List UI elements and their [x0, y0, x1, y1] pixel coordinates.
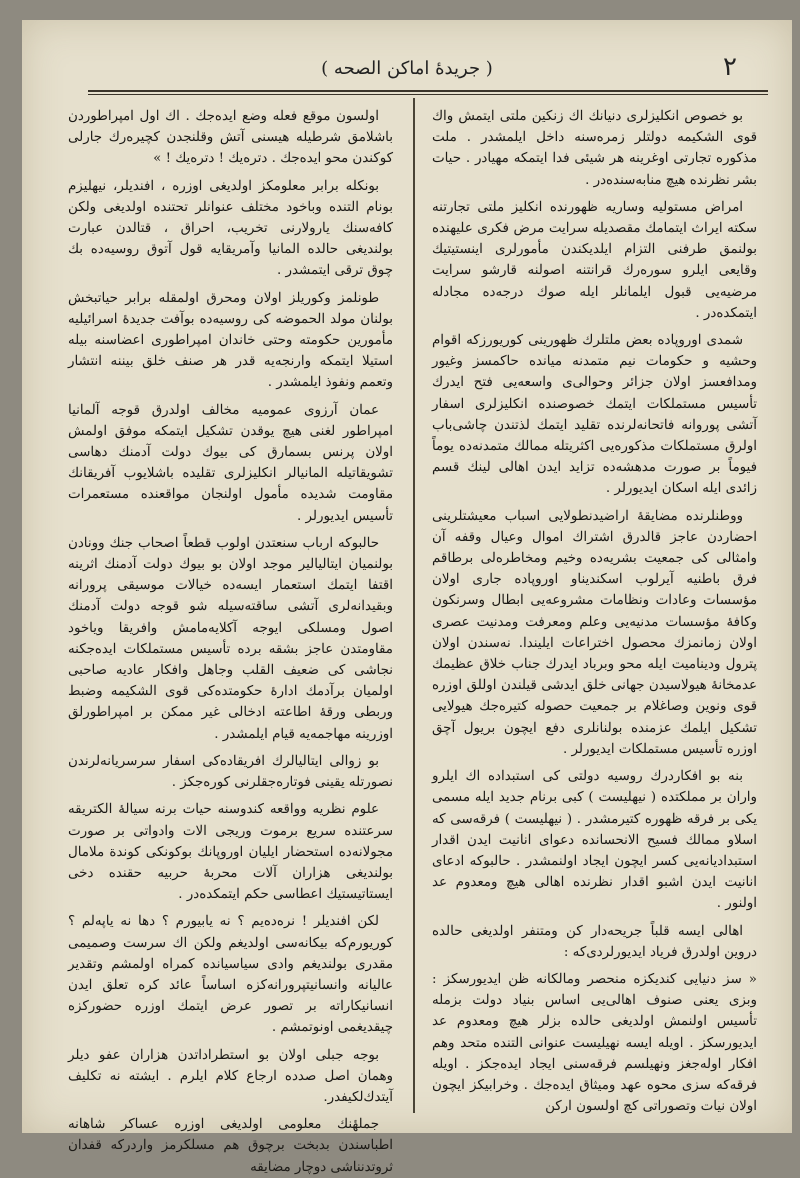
paragraph: بو زوالی ايتاليالرك افريقاده‌كی اسفار سرسريانه‌لرندن نصورتله يقينی فوتاره‌جقلرنی كوره‌جكز . — [68, 753, 393, 791]
paragraph: بنه بو افكاردرك روسيه دولتی كی استبداده اك ايلرو واران بر مملكتده ( نيهليست ) كبی برنام جديد ايله مسمی يكی بر فرقه ظهوره كتيرمشدر . ( نيهليست ) فرقه‌سی كه اسلاو ممالك فسيح الانحسانده دعوای انانيت ايدن اقدار استبداديانه‌يی كسر ايچون ايجاد اولنمشدر . حالبوكه ادعای انانيت ايدن اشبو اقدار نظرنده اهالی هيچ ومعدوم عد اولنور . — [432, 769, 757, 912]
paragraph: امراض مستوليه وساريه ظهورنده انكليز ملتی تجارتنه سكته ايراث ايتمامك مقصديله سرايت مرض فكری عليهنده بولنمق طرفنی التزام ايلديكندن مأمورلری اينستيتيك وقايعی ايلرو سوره‌رك قرانتنه اصولنه قارشو سرايت مرضيه‌يی قبول ايلمانلر ايله صوك درجه‌ده مجادله ايتمكده‌در . — [432, 199, 757, 321]
paragraph: بوجه جبلی اولان بو استطراداتدن هزاران عفو ديلر وهمان اصل صدده ارجاع كلام ايلرم . ايشته نه تكليف آيتدك‌لكيفدر. — [68, 1047, 393, 1105]
left-column — [68, 106, 393, 1175]
paragraph: اهالی ايسه قلباً جريحه‌دار كن ومتنفر اولديغی حالده دروين اولدرق فرياد ايديورلردی‌كه : — [432, 923, 757, 960]
quoted-paragraph: « سز دنيايی كنديكزه منحصر ومالكانه ظن ايديورسكز : وبزی يعنی صنوف اهالی‌يی اساس بنياد دولت بزمله تأسيس اولنمش اولديغی حالده بزلر هيچ ومعدوم عد ايديورسكز . اويله ايسه نهيليست عنوانی التنده متحد وهم افكار اوله‌جغز ونهيلسم فرقه‌سنی ايجاد ايده‌جكز . اويله فرقه‌كه سزی محوه عهد وميثاق ايده‌جك . وخرابيكز ايچون اولان نيات وتصوراتی كچ اولسون اركن — [432, 971, 757, 1115]
paragraph: ووطنلرنده مضايقهٔ اراضيدنطولايی اسباب معيشتلرینی احضاردن عاجز قالدرق اشتراك اموال وعيال وقفه آن وامثالی كی جمعيت بشريه‌ده وخيم ومخاطره‌لی برطاقم فرق باطنيه آيرلوب اسكنديناو اوروپاده جاری اولان مؤسسات وعادات ونظامات مشروعه‌يی ابطال وسرنكون وكافهٔ مؤسسات مدنيه‌يی وعلم ومعرفت ومدنيت عصری اولان زمانمزك محصول اختراعات ايليندا. نه‌سندن اولان پترول وديناميت ايله محو وبرباد ايدرك جناب خلاق عظيمك عدمخانهٔ هيولاسيدن جهانی خلق ايدشی قيلندن اوللق اوزره قوی ونوين وصاغلام بر جمعيت حصوله كتيره‌جك هيولايی تشكيل ايلمك عزمنده بولنانلری دفع ايچون بريول آچق اوزره تأسيس مستملكات ايديورلر . — [432, 508, 757, 757]
header-rule — [88, 90, 768, 92]
paragraph: علوم نظريه وواقعه كندوسنه حيات برنه سيالهٔ الكتريقه سرعتنده سريع برموت وريجی الات وادواتی بر صورت مجولانه‌ده استحضار ايليان اوروپانك بوكونكی كوندة ملامال بولنديغی هزاران آلات محربهٔ حربيه حقنده دخی ايستاتيستيك اعطاسی حكم ايتمكده‌در . — [68, 802, 393, 903]
paragraph: شمدی اوروپاده بعض ملتلرك ظهورينی كوريورزكه اقوام وحشيه و حكومات نيم متمدنه ميانده حاكمسز وغيور ومدافعسز اولان جزائر وحوالی‌ی واسعه‌يی فتح ايدرك تأسيس مستملكات ايتمك خصوصنده انكليزلری اسفار آتشی پوروانه فاتحانه‌لرنده تقليد ايتمك لذتندن چاشی‌باب اولرق مستملكات مذكوره‌يی اكثريتله ممالك متمدنه‌ده يوماً فيوماً بر صورت مدهشه‌ده تزايد ايدن اهالی لينك قسم زائدی ايله اسكان ايديورلر . — [432, 333, 757, 497]
column-divider — [413, 98, 415, 1113]
page-number: ٢ — [723, 52, 737, 82]
newspaper-page — [22, 20, 792, 1175]
paragraph: عمان آرزوی عموميه مخالف اولدرق قوجه آلمانيا امپراطور لغنی هيچ يوقدن تشكيل ايتمكه موفق اولمش اولان پرنس بسمارق كی بيوك دولت آدمنك دهاسی تشويقاتيله المانيالر انكليزلری تقليده باشلايوب آفريقانك مقاومت شديده مأمول اولنجان مواقعنده مستعمرات تأسيس ايديورلر . — [68, 402, 393, 524]
header-rule-thin — [88, 94, 768, 95]
paragraph: جملهٔنك معلومی اولديغی اوزره عساكر شاهانه اطباسندن بدبخت برچوق هم مسلكرمز واردرکه قفدان ثروتدنناشی دوچار مضايقه — [68, 1117, 393, 1175]
right-column — [432, 106, 757, 1116]
paragraph: حالبوكه ارباب سنعتدن اولوب قطعاً اصحاب جنك وونادن بولنميان ايتاليالير موجد اولان بو بيوك دولت آدمنك اثرينه اقتفا ايتمك استعمار ايسه‌ده خيالات موسيقی پرورانه وبقيدانه‌لری آتشی ساقته‌سيله شو قوجه دولت آدمنك اصول ومسلكی ايوجه آكلايه‌مامش وافريقا وياخود مقاومتدن عاجز بشقه برده تأسيس مستملكات ايده‌جكنه نجاشی كی ضعيف القلب وجاهل وافكار عاديه صاحبی اولميان برآدمك اداره‌ٔ حكومتده‌كی قوی الشكيمه وضبط وربطی ورقهٔ اطاعته ادخالی غير ممكن بر امپراطورلق اوزرينه مهاجمه‌يه قيام ايلمشدر . — [68, 535, 393, 742]
paragraph: اولسون موقع فعله وضع ايده‌جك . اك اول امپراطوردن باشلامق شرطيله هيسنی آتش وقلنجدن كچيره‌رك جارلی كوكندن محو ايده‌جك . دتره‌يك ! دتره‌يك ! » — [68, 109, 393, 167]
paragraph: بو خصوص انكليزلری دنيانك اك زنكين ملتی ايتمش واك قوی الشكيمه دولتلر زمره‌سنه داخل ايلمشدر . ملت مذكوره تجارتی اوغرينه هر شيئی فدا ايتمكه مهيادر . حيات بشر نظرنده هيچ منابه‌سنده‌در . — [432, 109, 757, 188]
paragraph: بونكله برابر معلومكز اولديغی اوزره ، افندیلر، نيهليزم بونام التنده وباخود مختلف عنوانلر تحتنده اولديغی ولكن كافه‌سنك يارولارنی تخريب، احراق ، قتالدن عبارت بولنديغی حالده المانيا وآمريقايه قول آتوق روسيه‌ده بك چوق ترقی ايتمشدر . — [68, 178, 393, 279]
page-header — [22, 52, 792, 88]
paragraph: لكن افنديلر ! نره‌ده‌يم ؟ نه يابيورم ؟ دها نه ياپه‌لم ؟ كوريورم‌كه بيكانه‌سی اولديغم ولكن اك سرست وصميمی مقدری بولنديغم وادی سياسيانده كمراه اولمشم وتقدير عاليانه وانسانيتپرورانه‌كزه اساساً عائد كره تعلق ايدن انسانيكاراته بر تصور عرض ايتمك اوزره حضوركزه چيقديغمی اونوتمشم . — [68, 914, 393, 1036]
newspaper-title: ( جريدهٔ اماكن الصحه ) — [321, 58, 493, 79]
paragraph: طونلمز وكوريلز اولان ومحرق اولمقله برابر حياتبخش بولنان مولد الحموضه كی روسيه‌ده بوآفت جديدهٔ اسرائيليه مأمورين حكومته وحتی خاندان امپراطوری اعضاسنه بيله استيلا ايتمكه وارنجه‌يه قدر هر صنف خلق بيننه انتشار وتعمم ونفوذ ايلمشدر . — [68, 290, 393, 391]
